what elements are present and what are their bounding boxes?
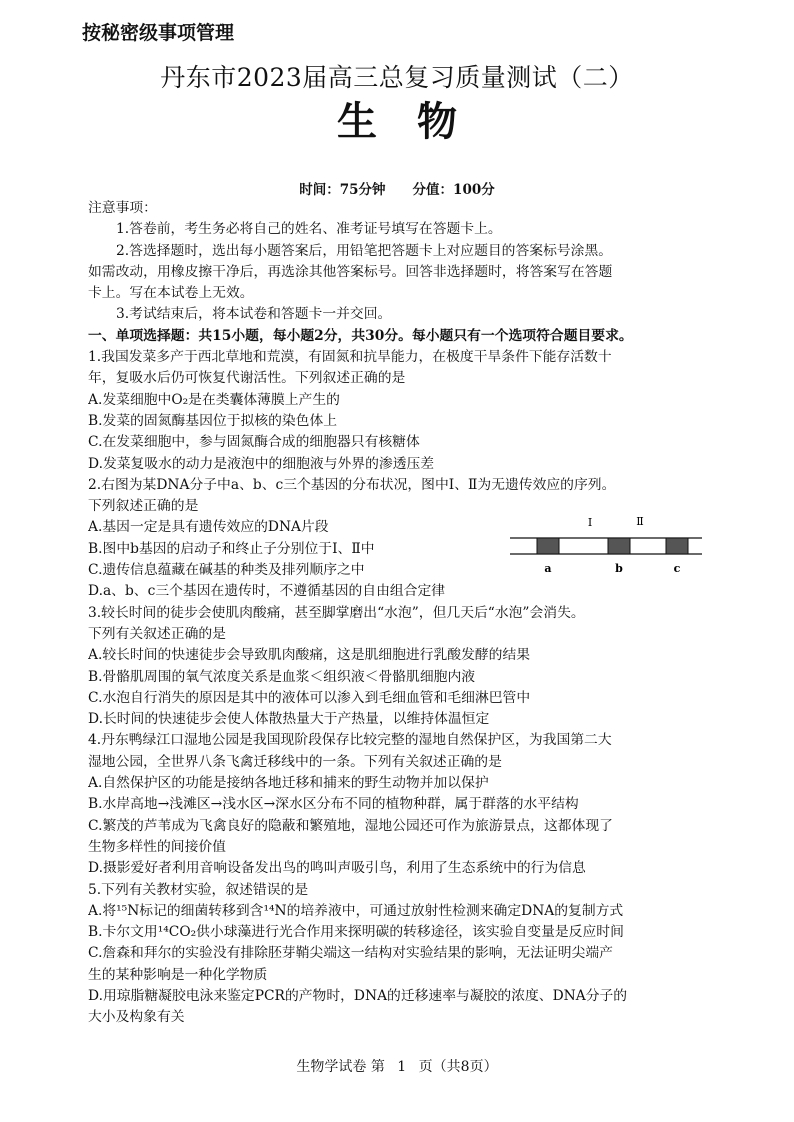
q4-stem-cont: 湿地公园，全世界八条飞禽迁移线中的一条。下列有关叙述正确的是: [88, 753, 502, 770]
footer-left: 生物学试卷 第: [296, 1059, 385, 1075]
q3-option-d: D.长时间的快速徒步会使人体散热量大于产热量，以维持体温恒定: [88, 711, 490, 728]
q1-option-b: B.发菜的固氮酶基因位于拟核的染色体上: [88, 412, 338, 429]
q2-stem: 2.右图为某DNA分子中a、b、c三个基因的分布状况，图中Ⅰ、Ⅱ为无遗传效应的序列。: [88, 476, 616, 493]
secrecy-label: 按秘密级事项管理: [82, 22, 235, 44]
notice-item-2-end: 卡上。写在本试卷上无效。: [88, 285, 254, 302]
footer-page-number: 1: [397, 1059, 407, 1075]
q2-option-a: A.基因一定是具有遗传效应的DNA片段: [88, 519, 329, 536]
page-footer: [0, 1056, 794, 1076]
label-region-I: Ⅰ: [587, 516, 593, 529]
q3-option-b: B.骨骼肌周围的氧气浓度关系是血浆＜组织液＜骨骼肌细胞内液: [88, 668, 476, 685]
q2-option-b: B.图中b基因的启动子和终止子分别位于Ⅰ、Ⅱ中: [88, 540, 375, 557]
notice-item-2: 2.答选择题时，选出每小题答案后，用铅笔把答题卡上对应题目的答案标号涂黑。: [116, 242, 613, 259]
notice-item-1: 1.答卷前，考生务必将自己的姓名、准考证号填写在答题卡上。: [116, 221, 502, 238]
q5-option-c-cont: 生的某种影响是一种化学物质: [88, 966, 268, 983]
q1-stem: 1.我国发菜多产于西北草地和荒漠，有固氮和抗旱能力，在极度干旱条件下能存活数十: [88, 349, 612, 366]
q4-option-c-cont: 生物多样性的间接价值: [88, 838, 226, 855]
time-score-line: [0, 178, 794, 198]
q3-option-a: A.较长时间的快速徒步会导致肌肉酸痛，这是肌细胞进行乳酸发酵的结果: [88, 647, 531, 664]
q1-option-a: A.发菜细胞中O₂是在类囊体薄膜上产生的: [88, 391, 340, 408]
q4-option-b: B.水岸高地→浅滩区→浅水区→深水区分布不同的植物种群，属于群落的水平结构: [88, 796, 579, 813]
q5-option-b: B.卡尔文用¹⁴CO₂供小球藻进行光合作用来探明碳的转移途径，该实验自变量是反应时间: [88, 924, 624, 941]
dna-gene-diagram: [508, 512, 708, 578]
footer-right: 页（共8页）: [418, 1059, 498, 1075]
q1-option-d: D.发菜复吸水的动力是液泡中的细胞液与外界的渗透压差: [88, 455, 435, 472]
gene-a-block: [537, 538, 559, 554]
exam-body: [88, 198, 708, 1029]
q5-option-c: C.詹森和拜尔的实验没有排除胚芽鞘尖端这一结构对实验结果的影响，无法证明尖端产: [88, 945, 613, 962]
q5-option-a: A.将¹⁵N标记的细菌转移到含¹⁴N的培养液中，可通过放射性检测来确定DNA的复制方式: [88, 902, 624, 919]
q5-option-d: D.用琼脂糖凝胶电泳来鉴定PCR的产物时，DNA的迁移速率与凝胶的浓度、DNA分子的: [88, 987, 628, 1004]
subject-title: 生 物: [337, 98, 457, 145]
notice-item-2-cont: 如需改动，用橡皮擦干净后，再选涂其他答案标号。回答非选择题时，将答案写在答题: [88, 263, 613, 280]
time-info: 时间：75分钟: [299, 182, 386, 198]
q4-option-a: A.自然保护区的功能是接纳各地迁移和捕来的野生动物并加以保护: [88, 775, 489, 792]
label-gene-b: b: [615, 562, 623, 575]
q4-option-c: C.繁茂的芦苇成为飞禽良好的隐蔽和繁殖地，湿地公园还可作为旅游景点，这都体现了: [88, 817, 613, 834]
exam-title: 丹东市2023届高三总复习质量测试（二）: [160, 63, 634, 92]
q4-option-d: D.摄影爱好者利用音响设备发出鸟的鸣叫声吸引鸟，利用了生态系统中的行为信息: [88, 860, 586, 877]
q5-stem: 5.下列有关教材实验，叙述错误的是: [88, 881, 309, 898]
q2-stem-cont: 下列叙述正确的是: [88, 498, 199, 515]
label-gene-a: a: [544, 562, 552, 575]
q3-stem: 3.较长时间的徒步会使肌肉酸痛，甚至脚掌磨出“水泡”，但几天后“水泡”会消失。: [88, 604, 585, 621]
score-info: 分值：100分: [412, 182, 495, 198]
q4-stem: 4.丹东鸭绿江口湿地公园是我国现阶段保存比较完整的湿地自然保护区，为我国第二大: [88, 732, 612, 749]
section-heading: 一、单项选择题：共15小题，每小题2分，共30分。每小题只有一个选项符合题目要求。: [88, 327, 633, 344]
notice-item-3: 3.考试结束后，将本试卷和答题卡一并交回。: [116, 306, 392, 323]
label-gene-c: c: [673, 562, 681, 575]
label-region-II: Ⅱ: [636, 515, 644, 528]
q2-option-d: D.a、b、c三个基因在遗传时，不遵循基因的自由组合定律: [88, 583, 446, 600]
q5-option-d-cont: 大小及构象有关: [88, 1009, 185, 1026]
q1-stem-cont: 年，复吸水后仍可恢复代谢活性。下列叙述正确的是: [88, 370, 406, 387]
gene-b-block: [608, 538, 630, 554]
q3-stem-cont: 下列有关叙述正确的是: [88, 625, 226, 642]
q2-option-c: C.遗传信息蕴藏在碱基的种类及排列顺序之中: [88, 562, 365, 579]
notice-heading: 注意事项：: [88, 200, 157, 216]
q1-option-c: C.在发菜细胞中，参与固氮酶合成的细胞器只有核糖体: [88, 434, 420, 451]
gene-c-block: [666, 538, 688, 554]
q3-option-c: C.水泡自行消失的原因是其中的液体可以渗入到毛细血管和毛细淋巴管中: [88, 689, 531, 706]
